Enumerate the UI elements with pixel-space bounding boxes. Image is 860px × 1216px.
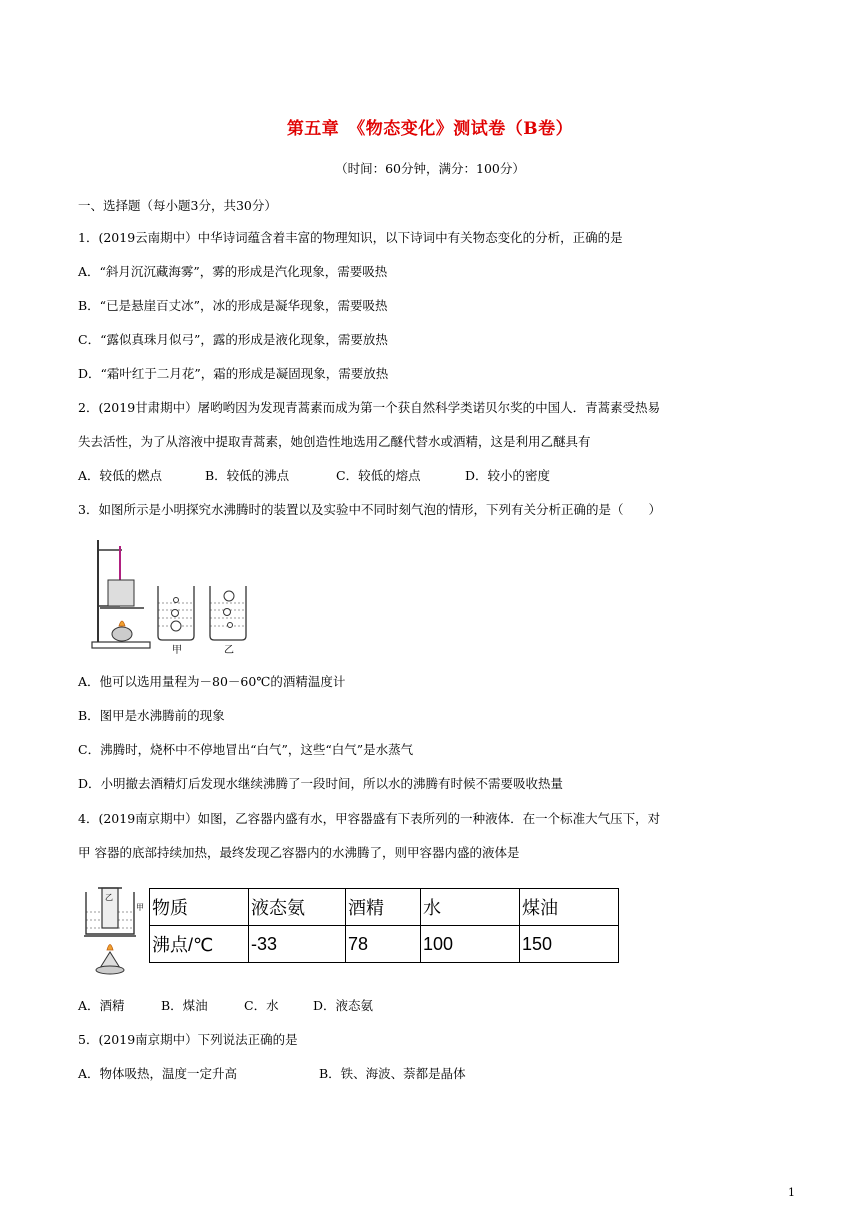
q4-stem-line2: 甲 容器的底部持续加热，最终发现乙容器内的水沸腾了，则甲容器内盛的液体是 [78,845,520,860]
q1-option-c: C．“露似真珠月似弓”，露的形成是液化现象，需要放热 [78,332,388,347]
q4-option-b: B．煤油 [161,998,208,1013]
q5-option-b: B．铁、海波、萘都是晶体 [319,1066,466,1081]
q1-stem: 1．(2019云南期中）中华诗词蕴含着丰富的物理知识，以下诗词中有关物态变化的分析，正确的是 [78,230,623,245]
table-cell: 物质 [150,889,249,926]
q4-stem-line1: 4．(2019南京期中）如图，乙容器内盛有水，甲容器盛有下表所列的一种液体．在一个标准大气压下，对 [78,811,661,826]
q1-option-b: B．“已是悬崖百丈冰”，冰的形成是凝华现象，需要吸热 [78,298,388,313]
table-cell: 150 [520,926,619,963]
table-cell: 液态氨 [249,889,346,926]
q3-stem: 3．如图所示是小明探究水沸腾时的装置以及实验中不同时刻气泡的情形，下列有关分析正确的是（ ） [78,502,661,517]
q3-option-a: A．他可以选用量程为－80－60℃的酒精温度计 [78,674,346,689]
exam-info: （时间：60分钟，满分：100分） [335,161,525,176]
q2-option-a: A．较低的燃点 [78,468,163,483]
nested-containers-figure [80,884,148,976]
q5-option-a: A．物体吸热，温度一定升高 [78,1066,238,1081]
q2-stem-line2: 失去活性，为了从溶液中提取青蒿素，她创造性地选用乙醚代替水或酒精，这是利用乙醚具有 [78,434,591,449]
page-title: 第五章 《物态变化》测试卷（B卷） [286,119,574,139]
table-cell: 酒精 [346,889,421,926]
q3-option-c: C．沸腾时，烧杯中不停地冒出“白气”，这些“白气”是水蒸气 [78,742,414,757]
table-cell: -33 [249,926,346,963]
q4-option-a: A．酒精 [78,998,125,1013]
table-cell: 煤油 [520,889,619,926]
table-cell: 100 [421,926,520,963]
q4-option-d: D．液态氨 [313,998,374,1013]
fig-label-jia: 甲 [136,903,144,912]
table-row [150,926,619,963]
table-cell: 78 [346,926,421,963]
q4-option-c: C．水 [244,998,279,1013]
q2-option-d: D．较小的密度 [465,468,551,483]
q3-option-d: D．小明撤去酒精灯后发现水继续沸腾了一段时间，所以水的沸腾有时候不需要吸收热量 [78,776,564,791]
section-heading: 一、选择题（每小题3分，共30分） [78,198,277,213]
fig-label-yi: 乙 [224,645,234,656]
q2-stem-line1: 2．(2019甘肃期中）屠哟哟因为发现青蒿素而成为第一个获自然科学类诺贝尔奖的中国人．青蒿素受热易 [78,400,661,415]
q3-option-b: B．图甲是水沸腾前的现象 [78,708,225,723]
fig-label-jia: 甲 [172,645,182,656]
table-row [150,889,619,926]
boiling-apparatus-figure [86,536,266,656]
fig-label-yi: 乙 [105,893,113,902]
q5-stem: 5．(2019南京期中）下列说法正确的是 [78,1032,298,1047]
table-cell: 沸点/℃ [150,926,249,963]
q1-option-a: A．“斜月沉沉藏海雾”，雾的形成是汽化现象，需要吸热 [78,264,388,279]
q2-option-b: B．较低的沸点 [205,468,290,483]
q1-option-d: D．“霜叶红于二月花”，霜的形成是凝固现象，需要放热 [78,366,389,381]
page-number: 1 [788,1186,795,1199]
table-cell: 水 [421,889,520,926]
boiling-point-table [149,888,619,963]
q2-option-c: C．较低的熔点 [336,468,421,483]
